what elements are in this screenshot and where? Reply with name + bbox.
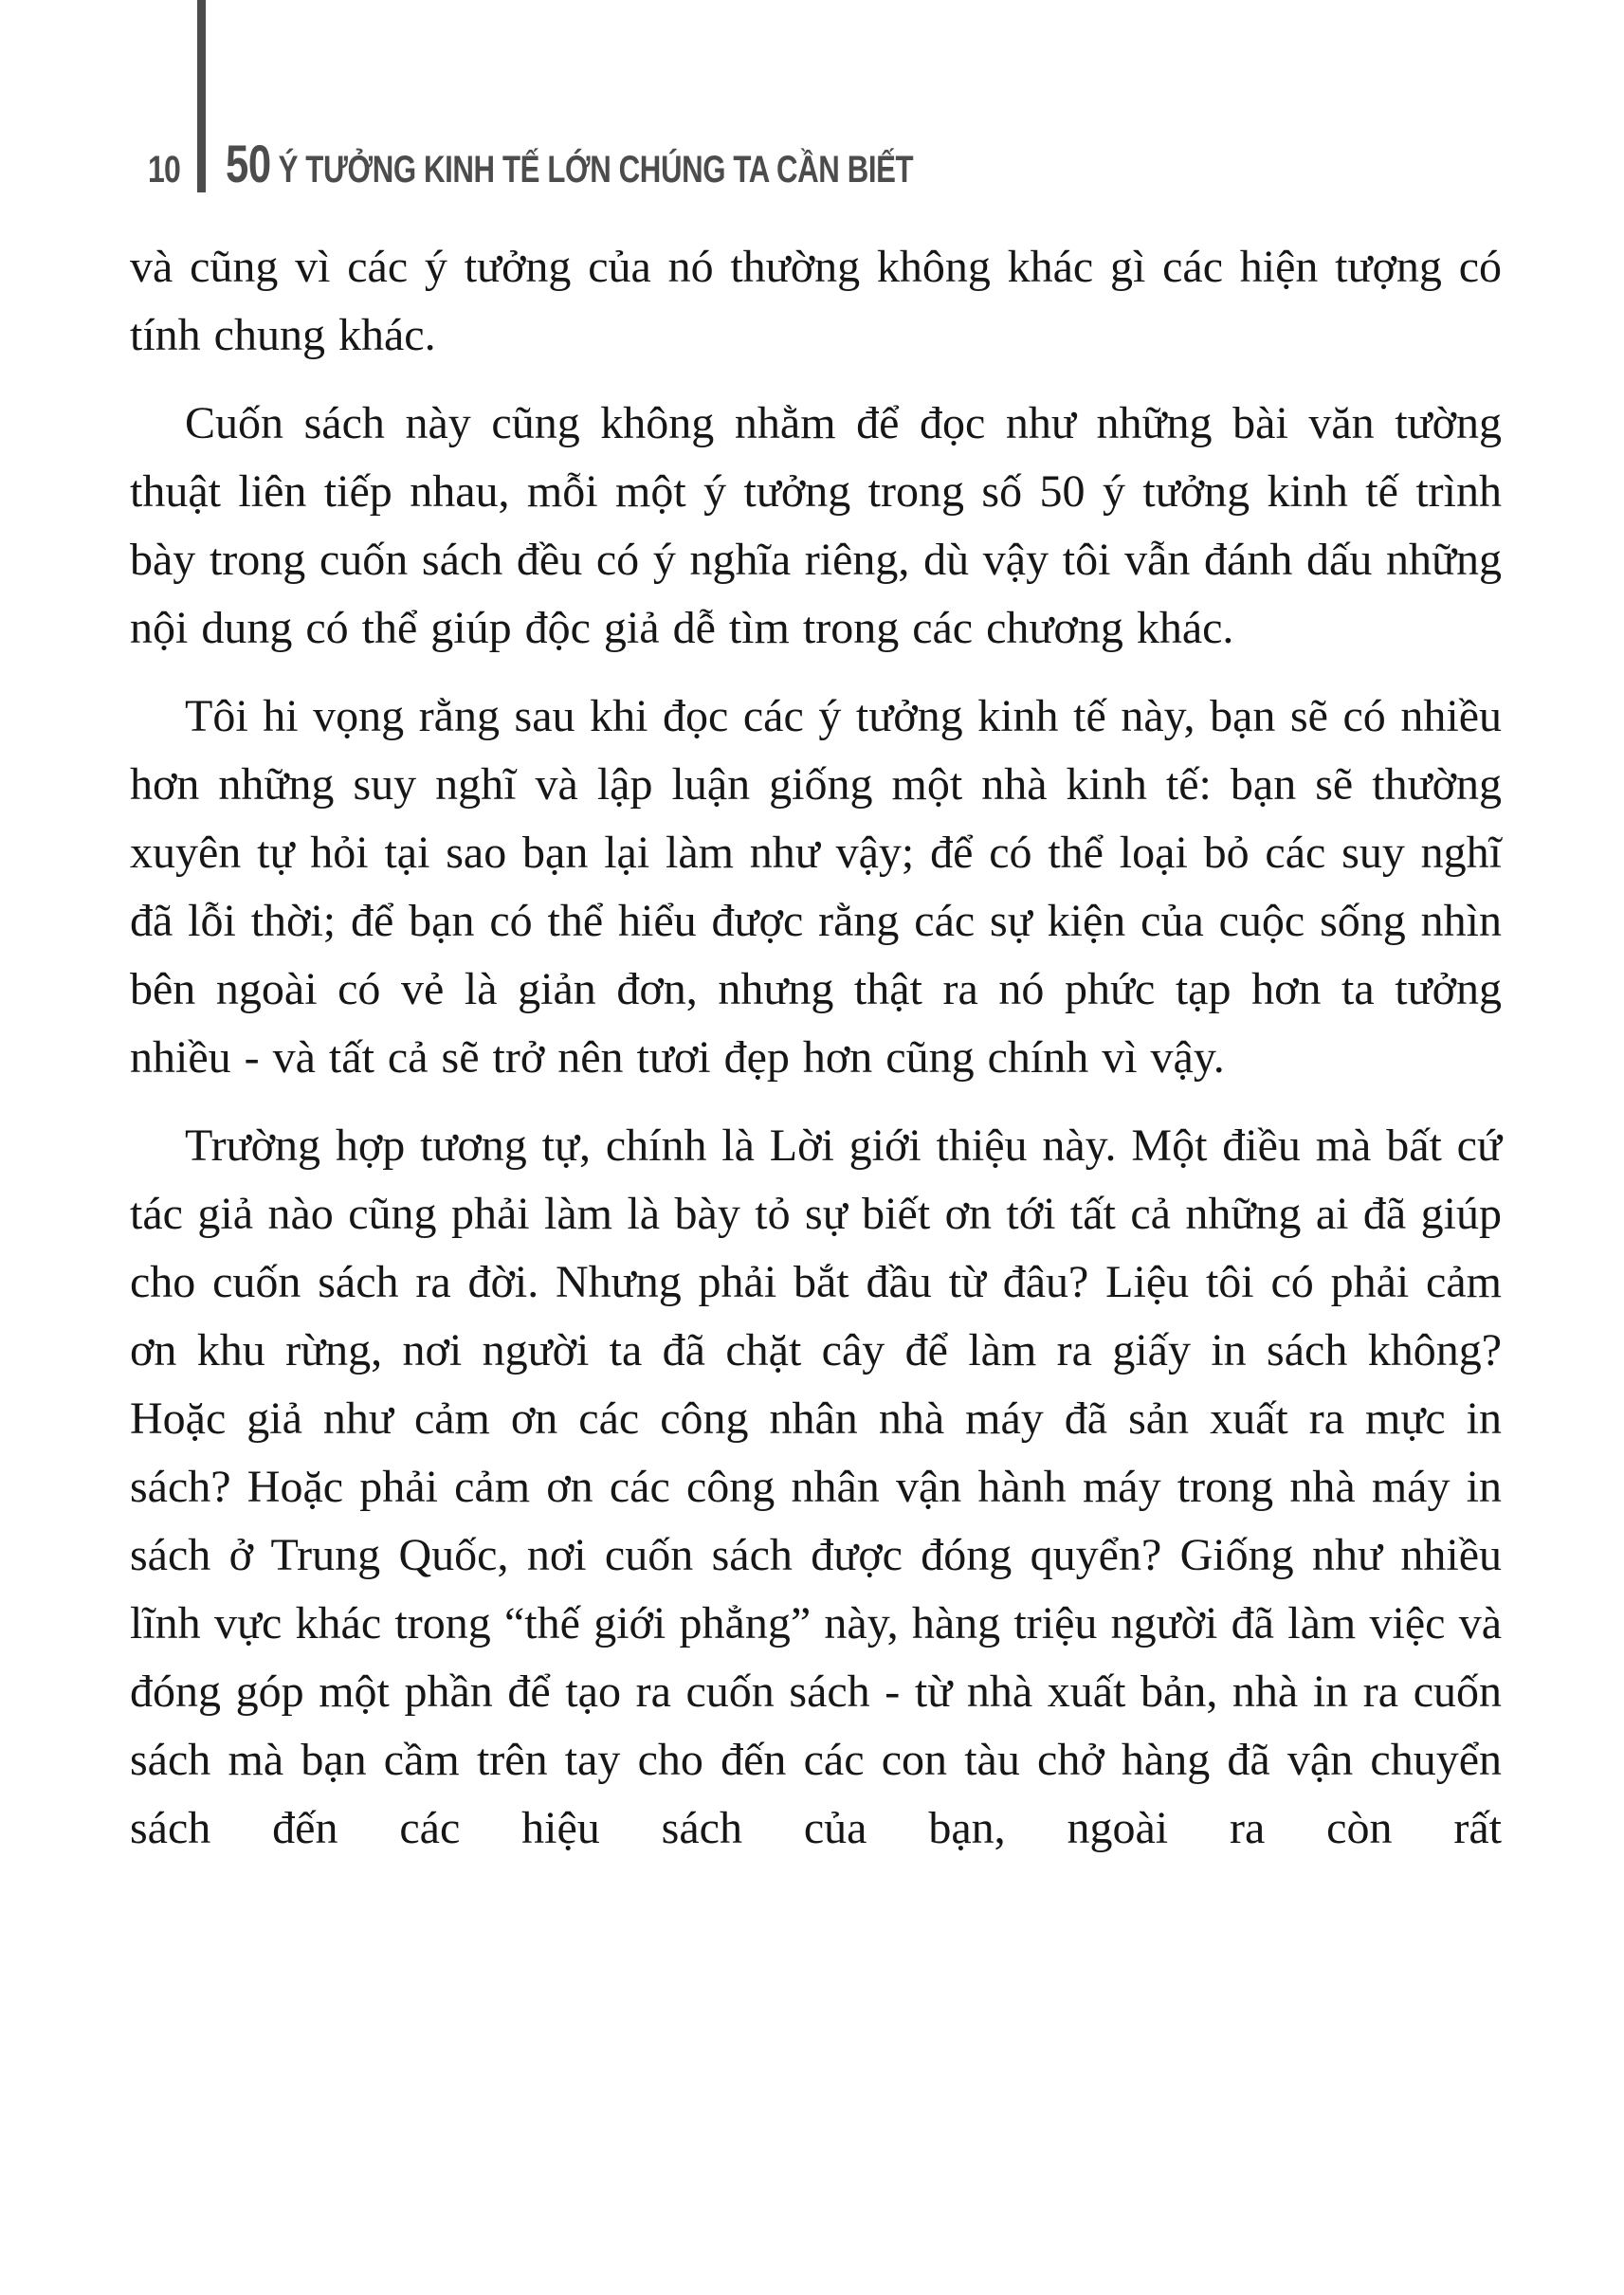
- book-title-number: 50: [226, 134, 271, 193]
- running-header: [0, 0, 1624, 194]
- book-title: [226, 134, 914, 193]
- header-divider-bar: [197, 0, 206, 192]
- paragraph-3: Tôi hi vọng rằng sau khi đọc các ý tưởng kinh tế này, bạn sẽ có nhiều hơn những suy nghĩ và lập luận giống một nhà kinh tế: bạn sẽ thường xuyên tự hỏi tại sao bạn lại làm như vậy; để có thể loại bỏ các suy nghĩ đã lỗi thời; để bạn có thể hiểu được rằng các sự kiện của cuộc sống nhìn bên ngoài có vẻ là giản đơn, nhưng thật ra nó phức tạp hơn ta tưởng nhiều - và tất cả sẽ trở nên tươi đẹp hơn cũng chính vì vậy.: [130, 691, 1502, 1083]
- paragraph-2: Cuốn sách này cũng không nhằm để đọc như những bài văn tường thuật liên tiếp nhau, mỗi một ý tưởng trong số 50 ý tưởng kinh tế trình bày trong cuốn sách đều có ý nghĩa riêng, dù vậy tôi vẫn đánh dấu những nội dung có thể giúp độc giả dễ tìm trong các chương khác.: [130, 398, 1502, 653]
- book-title-text: Ý TƯỞNG KINH TẾ LỚN CHÚNG TA CẦN BIẾT: [278, 149, 914, 191]
- page-number: 10: [148, 149, 180, 191]
- paragraph-4: Trường hợp tương tự, chính là Lời giới thiệu này. Một điều mà bất cứ tác giả nào cũng phải làm là bày tỏ sự biết ơn tới tất cả những ai đã giúp cho cuốn sách ra đời. Nhưng phải bắt đầu từ đâu? Liệu tôi có phải cảm ơn khu rừng, nơi người ta đã chặt cây để làm ra giấy in sách không? Hoặc giả như cảm ơn các công nhân nhà máy đã sản xuất ra mực in sách? Hoặc phải cảm ơn các công nhân vận hành máy trong nhà máy in sách ở Trung Quốc, nơi cuốn sách được đóng quyển? Giống như nhiều lĩnh vực khác trong “thế giới phẳng” này, hàng triệu người đã làm việc và đóng góp một phần để tạo ra cuốn sách - từ nhà xuất bản, nhà in ra cuốn sách mà bạn cầm trên tay cho đến các con tàu chở hàng đã vận chuyển sách đến các hiệu sách của bạn, ngoài ra còn rất: [130, 1120, 1502, 1853]
- paragraph-1: và cũng vì các ý tưởng của nó thường không khác gì các hiện tượng có tính chung khác.: [130, 242, 1502, 360]
- page-body-text: [130, 233, 1502, 1883]
